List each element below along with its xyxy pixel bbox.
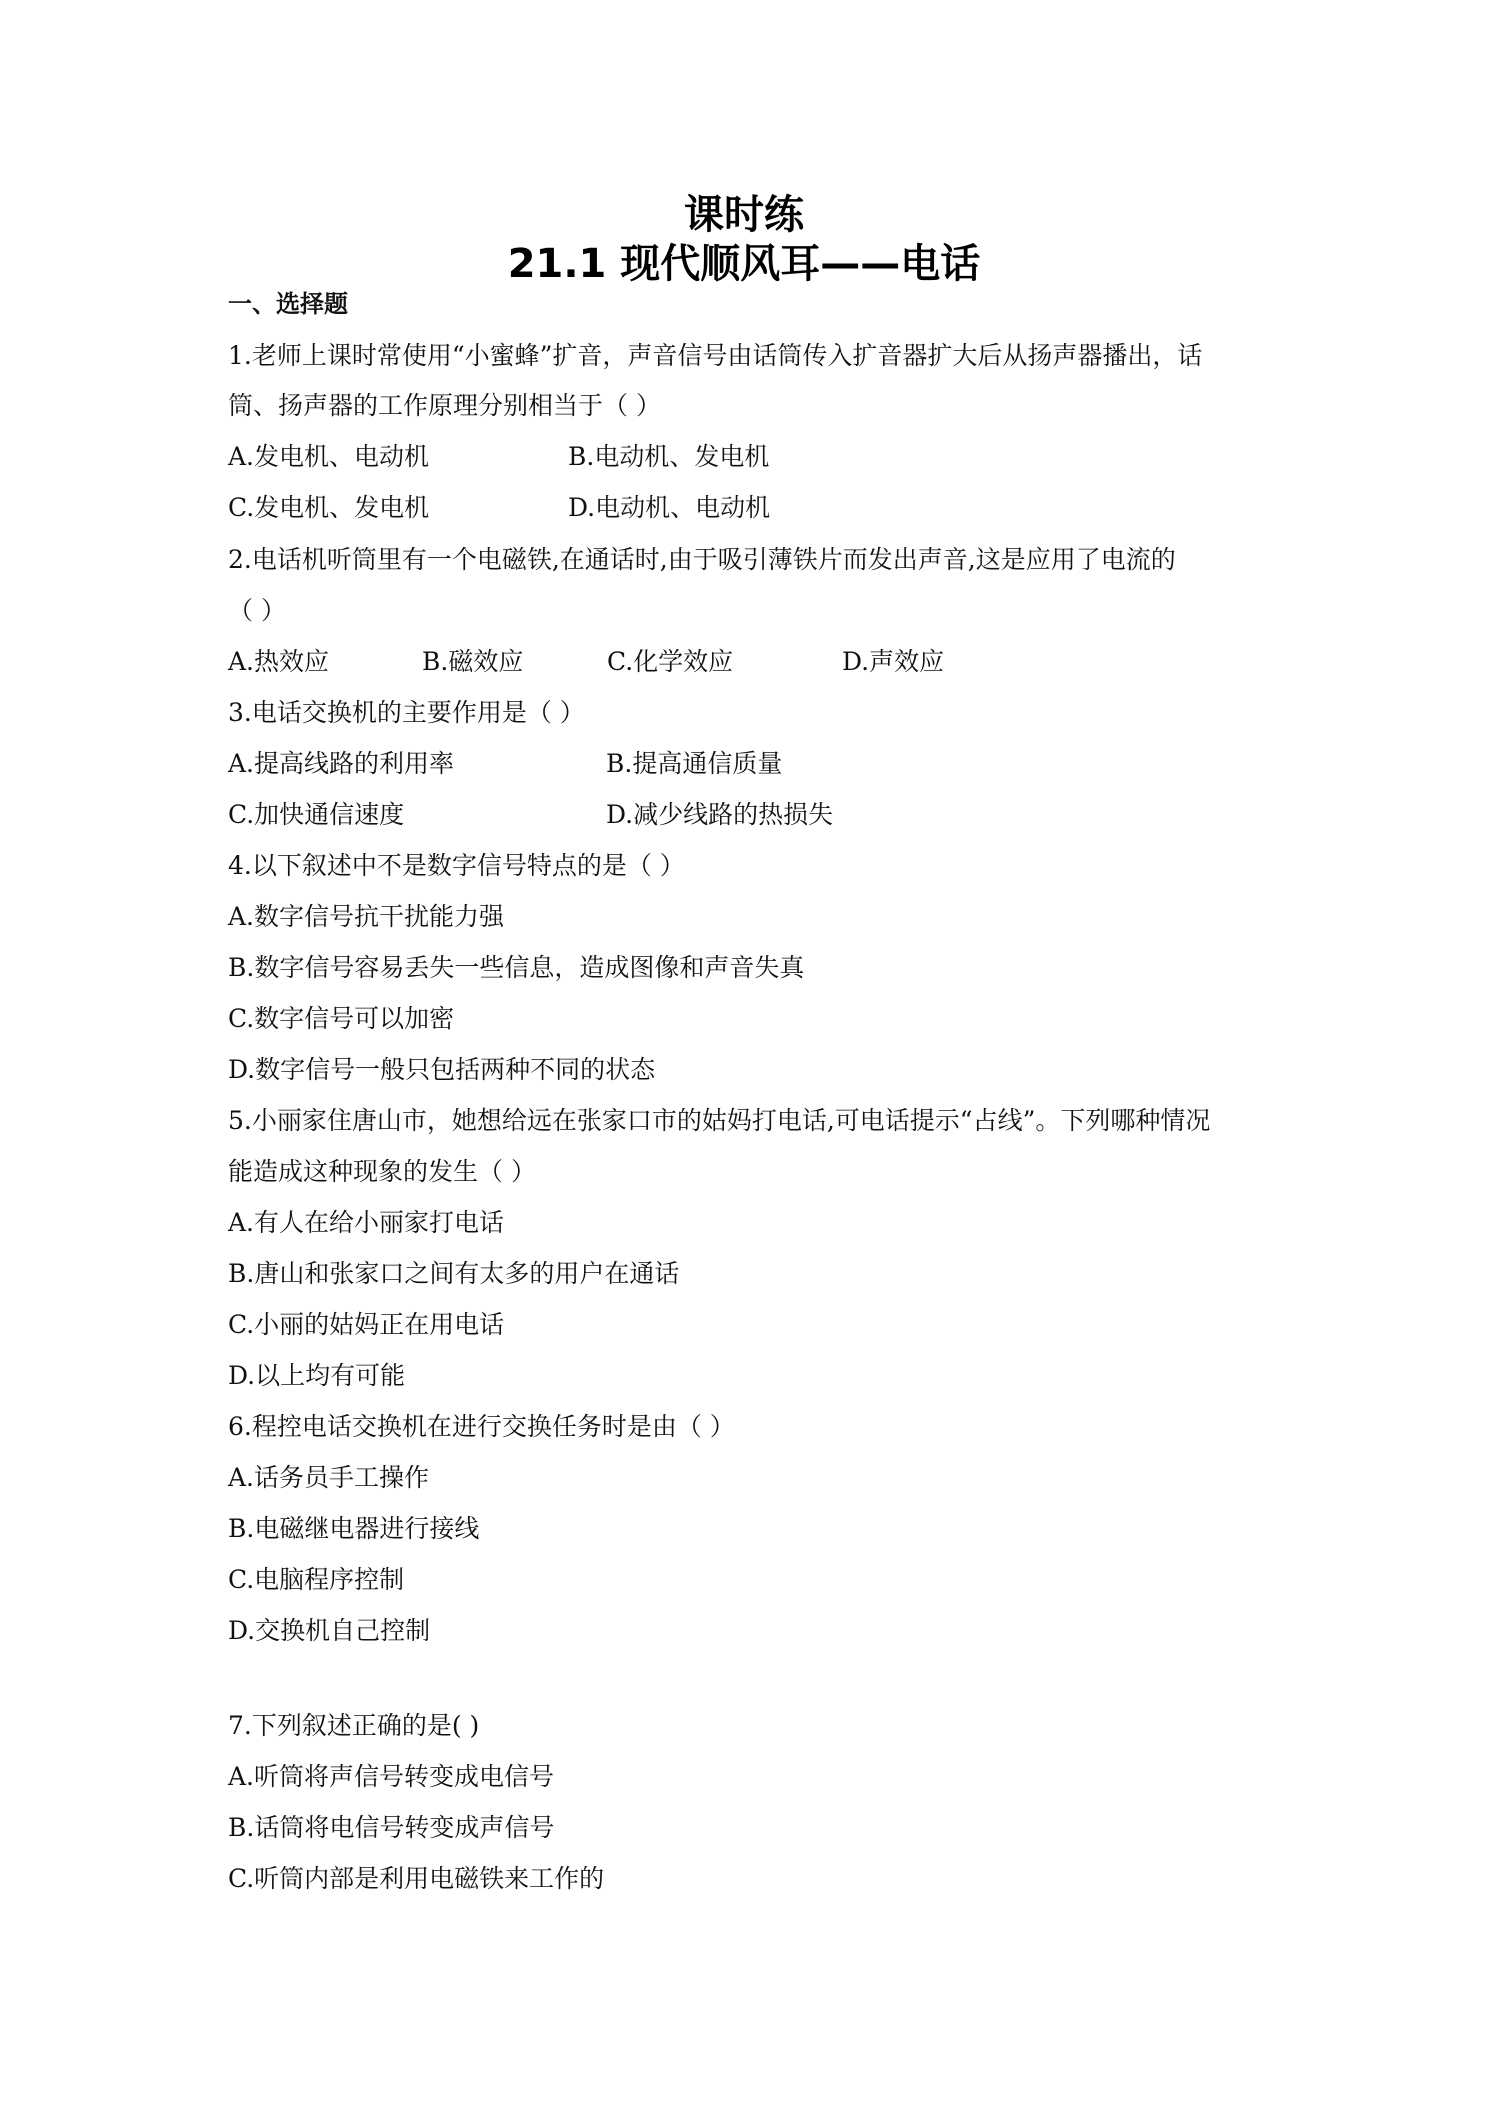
question-1-text-cont: 筒、扬声器的工作原理分别相当于（ ） bbox=[228, 391, 661, 420]
q3-option-a: A.提高线路的利用率 bbox=[228, 749, 455, 778]
q2-option-b: B.磁效应 bbox=[422, 647, 524, 676]
q1-option-c: C.发电机、发电机 bbox=[228, 493, 430, 522]
question-4-text: 4.以下叙述中不是数字信号特点的是（ ） bbox=[228, 851, 685, 880]
page-title: 课时练 bbox=[684, 192, 804, 238]
q2-option-c: C.化学效应 bbox=[607, 647, 734, 676]
q4-option-b: B.数字信号容易丢失一些信息，造成图像和声音失真 bbox=[228, 953, 805, 982]
q2-option-d: D.声效应 bbox=[842, 647, 945, 676]
question-5-text-cont: 能造成这种现象的发生（ ） bbox=[228, 1157, 536, 1186]
page-subtitle: 21.1 现代顺风耳——电话 bbox=[507, 241, 981, 287]
q5-option-b: B.唐山和张家口之间有太多的用户在通话 bbox=[228, 1259, 680, 1288]
question-5-text: 5.小丽家住唐山市，她想给远在张家口市的姑妈打电话,可电话提示“占线”。下列哪种情况 bbox=[228, 1106, 1211, 1135]
section-heading: 一、选择题 bbox=[228, 290, 348, 318]
q6-option-d: D.交换机自己控制 bbox=[228, 1616, 431, 1645]
q4-option-c: C.数字信号可以加密 bbox=[228, 1004, 455, 1033]
question-7-text: 7.下列叙述正确的是( ) bbox=[228, 1711, 480, 1740]
q7-option-b: B.话筒将电信号转变成声信号 bbox=[228, 1813, 555, 1842]
q1-option-b: B.电动机、发电机 bbox=[568, 442, 770, 471]
q4-option-d: D.数字信号一般只包括两种不同的状态 bbox=[228, 1055, 656, 1084]
q5-option-c: C.小丽的姑妈正在用电话 bbox=[228, 1310, 505, 1339]
question-3-text: 3.电话交换机的主要作用是（ ） bbox=[228, 698, 585, 727]
q2-option-a: A.热效应 bbox=[228, 647, 330, 676]
question-2-text-cont: （ ） bbox=[228, 596, 286, 625]
question-2-text: 2.电话机听筒里有一个电磁铁,在通话时,由于吸引薄铁片而发出声音,这是应用了电流的 bbox=[228, 545, 1176, 574]
q3-option-b: B.提高通信质量 bbox=[606, 749, 783, 778]
q3-option-d: D.减少线路的热损失 bbox=[606, 800, 834, 829]
q5-option-d: D.以上均有可能 bbox=[228, 1361, 406, 1390]
q7-option-a: A.听筒将声信号转变成电信号 bbox=[228, 1762, 555, 1791]
q6-option-a: A.话务员手工操作 bbox=[228, 1463, 430, 1492]
q4-option-a: A.数字信号抗干扰能力强 bbox=[228, 902, 505, 931]
question-6-text: 6.程控电话交换机在进行交换任务时是由（ ） bbox=[228, 1412, 735, 1441]
q1-option-a: A.发电机、电动机 bbox=[228, 442, 430, 471]
q6-option-b: B.电磁继电器进行接线 bbox=[228, 1514, 480, 1543]
q1-option-d: D.电动机、电动机 bbox=[568, 493, 771, 522]
q3-option-c: C.加快通信速度 bbox=[228, 800, 405, 829]
q7-option-c: C.听筒内部是利用电磁铁来工作的 bbox=[228, 1864, 605, 1893]
q6-option-c: C.电脑程序控制 bbox=[228, 1565, 405, 1594]
question-1-text: 1.老师上课时常使用“小蜜蜂”扩音，声音信号由话筒传入扩音器扩大后从扬声器播出，话 bbox=[228, 341, 1203, 370]
q5-option-a: A.有人在给小丽家打电话 bbox=[228, 1208, 505, 1237]
